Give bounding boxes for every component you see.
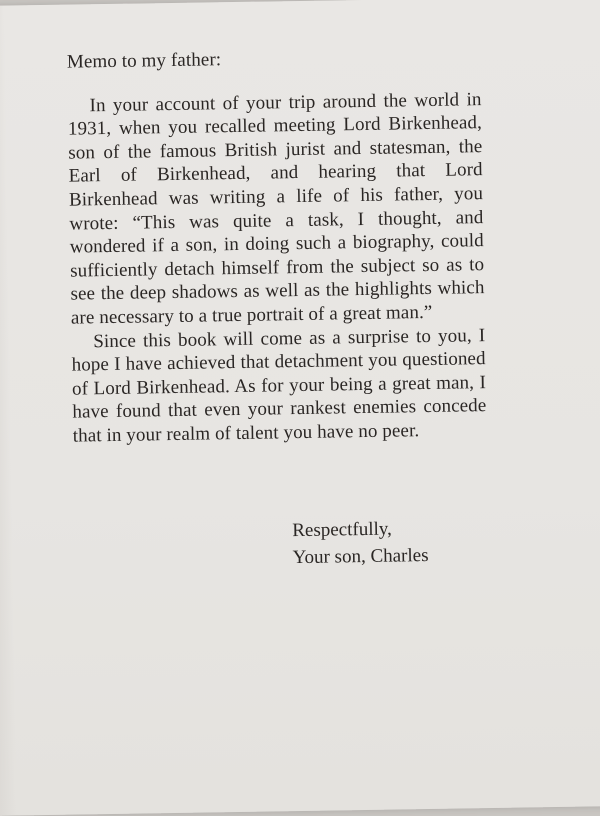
memo-paragraph-2: Since this book will come as a surprise to you, I hope I have achieved that detachment you questioned of Lord Birkenhead. As for your being a great man, I have found that even your rankest enemies concede that in your realm of talent you have no peer. [71,324,487,447]
memo-salutation: Memo to my father: [66,49,222,73]
memo-signature: Your son, Charles [292,545,429,569]
memo-paragraph-1: In your account of your trip around the world in 1931, when you recalled meeting Lord Birkenhead, son of the famous British jurist and statesman, the Earl of Birkenhead, and hearing that Lord Birkenhead was writing a life of his father, you wrote: “This was quite a task, I thought, and wondered if a son, in doing such a biography, could sufficiently detach himself from the subject so as to see the deep shadows as well as the highlights which are necessary to a true portrait of a great man.” [67,88,485,329]
memo-text-block [67,44,487,448]
page-gutter-shadow [0,6,17,816]
memo-closing: Respectfully, [292,518,392,542]
memo-signoff [292,515,429,571]
